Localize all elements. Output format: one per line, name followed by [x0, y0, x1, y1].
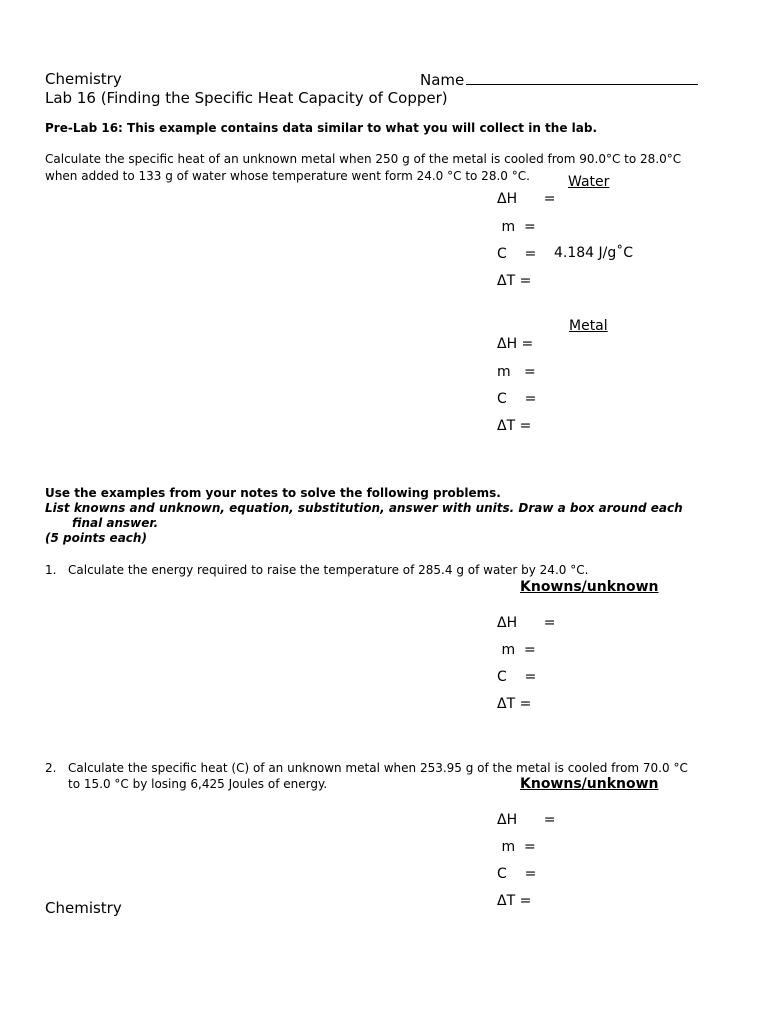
- name-blank-line: [466, 70, 698, 85]
- lab-title: Lab 16 (Finding the Specific Heat Capacity of Copper): [45, 89, 448, 107]
- instructions-line3: final answer.: [72, 516, 159, 530]
- prelab-heading: Pre-Lab 16: This example contains data similar to what you will collect in the lab.: [45, 121, 597, 135]
- problem-2-number: 2.: [45, 761, 57, 775]
- problem-2-c: C =: [497, 866, 537, 882]
- problem-1-number: 1.: [45, 563, 57, 577]
- problem-2-text-line2: to 15.0 °C by losing 6,425 Joules of energy.: [68, 777, 328, 791]
- problem-1-c: C =: [497, 669, 537, 685]
- water-dt: ΔT =: [497, 273, 532, 289]
- prelab-problem-line1: Calculate the specific heat of an unknown metal when 250 g of the metal is cooled from 90.0°C to 28.0°C: [45, 152, 682, 166]
- problem-2-knowns-title: Knowns/unknown: [520, 776, 659, 792]
- problem-1-dh: ΔH =: [497, 615, 556, 631]
- water-m: m =: [497, 219, 536, 235]
- metal-dh: ΔH =: [497, 336, 534, 352]
- instructions-line1: Use the examples from your notes to solve the following problems.: [45, 486, 501, 500]
- water-title: Water: [568, 174, 610, 190]
- subject-header: Chemistry: [45, 70, 122, 88]
- prelab-problem-line2: when added to 133 g of water whose temperature went form 24.0 °C to 28.0 °C.: [45, 169, 530, 183]
- problem-2-text-line1: Calculate the specific heat (C) of an unknown metal when 253.95 g of the metal is cooled from 70.0 °C: [68, 761, 688, 775]
- name-field: [420, 70, 698, 89]
- problem-1-text: Calculate the energy required to raise the temperature of 285.4 g of water by 24.0 °C.: [68, 563, 589, 577]
- problem-1-m: m =: [497, 642, 536, 658]
- metal-c: C =: [497, 391, 537, 407]
- metal-m: m =: [497, 364, 536, 380]
- instructions-line4: (5 points each): [45, 531, 147, 545]
- water-c-value: 4.184 J/g˚C: [554, 245, 634, 261]
- metal-title: Metal: [569, 318, 608, 334]
- metal-dt: ΔT =: [497, 418, 532, 434]
- water-dh: ΔH =: [497, 191, 556, 207]
- water-c: C =: [497, 246, 537, 262]
- name-label: Name: [420, 71, 465, 89]
- problem-2-m: m =: [497, 839, 536, 855]
- instructions-line2: List knowns and unknown, equation, substitution, answer with units. Draw a box around each: [45, 501, 683, 515]
- footer-subject: Chemistry: [45, 899, 122, 917]
- problem-1-dt: ΔT =: [497, 696, 532, 712]
- problem-2-dh: ΔH =: [497, 812, 556, 828]
- problem-2-dt: ΔT =: [497, 893, 532, 909]
- problem-1-knowns-title: Knowns/unknown: [520, 579, 659, 595]
